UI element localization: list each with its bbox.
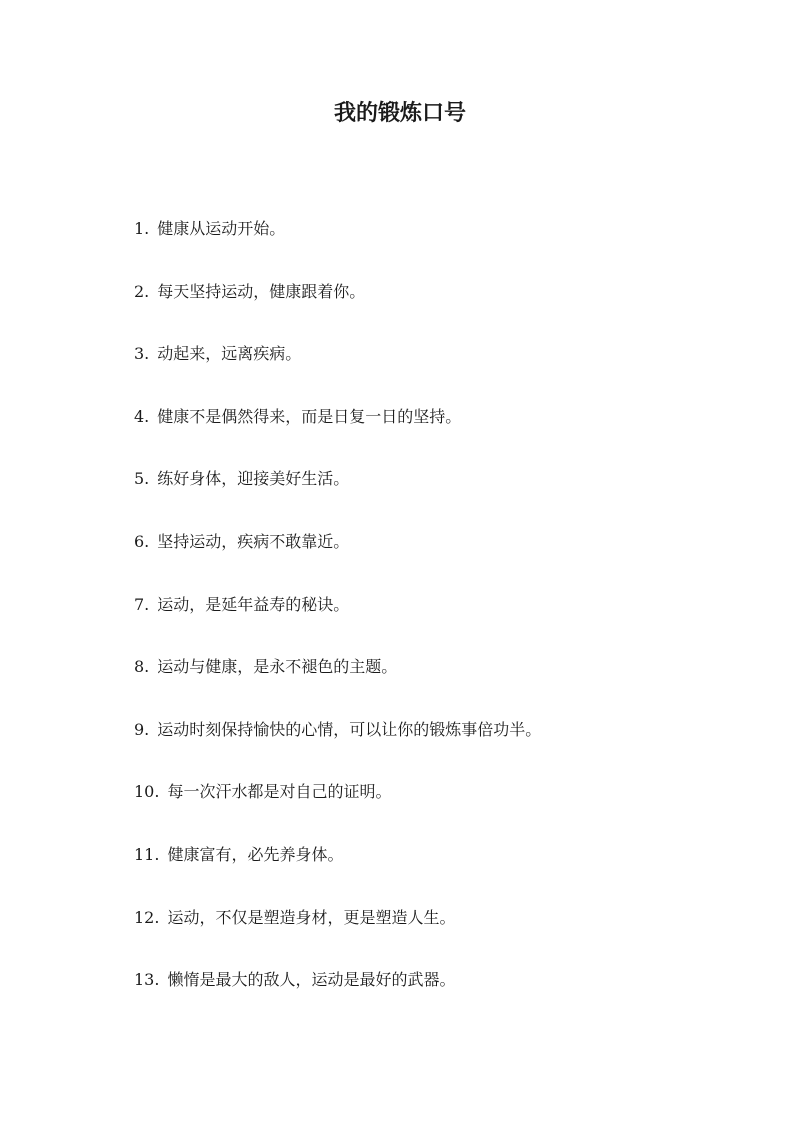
list-item	[134, 278, 754, 341]
list-item-text: 运动时刻保持愉快的心情，可以让你的锻炼事倍功半。	[157, 719, 542, 739]
list-item-text: 运动与健康，是永不褪色的主题。	[157, 657, 398, 677]
list-item-number: 10.	[134, 782, 160, 802]
list-item	[134, 716, 754, 779]
list-item-number: 3.	[134, 344, 150, 364]
list-item-text: 运动，不仅是塑造身材，更是塑造人生。	[167, 907, 456, 927]
list-item-text: 懒惰是最大的敌人，运动是最好的武器。	[167, 970, 456, 990]
list-item	[134, 904, 754, 967]
list-item	[134, 841, 754, 904]
list-item-number: 11.	[134, 844, 160, 864]
list-item-number: 6.	[134, 531, 150, 551]
list-item-number: 5.	[134, 469, 150, 489]
list-item-text: 每天坚持运动，健康跟着你。	[157, 281, 366, 301]
list-item-text: 健康富有，必先养身体。	[167, 844, 344, 864]
list-item-text: 健康从运动开始。	[157, 219, 286, 238]
list-item-text: 健康不是偶然得来，而是日复一日的坚持。	[157, 406, 462, 426]
list-item	[134, 653, 754, 716]
list-item-number: 13.	[134, 970, 160, 990]
list-item-number: 8.	[134, 657, 150, 677]
list-item	[134, 215, 754, 278]
list-item-text: 每一次汗水都是对自己的证明。	[167, 782, 392, 802]
list-item	[134, 465, 754, 528]
list-item	[134, 403, 754, 466]
list-item	[134, 966, 754, 1029]
list-item-text: 动起来，远离疾病。	[157, 344, 302, 364]
list-item-text: 练好身体，迎接美好生活。	[157, 469, 350, 489]
list-item-text: 坚持运动，疾病不敢靠近。	[157, 531, 350, 551]
list-item-number: 2.	[134, 281, 150, 301]
page-title: 我的锻炼口号	[333, 100, 466, 126]
list-item-number: 12.	[134, 907, 160, 927]
list-item-number: 4.	[134, 406, 150, 426]
slogan-list	[134, 215, 754, 1029]
list-item-number: 7.	[134, 594, 150, 614]
list-item	[134, 778, 754, 841]
list-item	[134, 591, 754, 654]
list-item	[134, 340, 754, 403]
list-item-text: 运动，是延年益寿的秘诀。	[157, 594, 350, 614]
list-item-number: 9.	[134, 719, 150, 739]
list-item-number: 1.	[134, 219, 150, 238]
list-item	[134, 528, 754, 591]
